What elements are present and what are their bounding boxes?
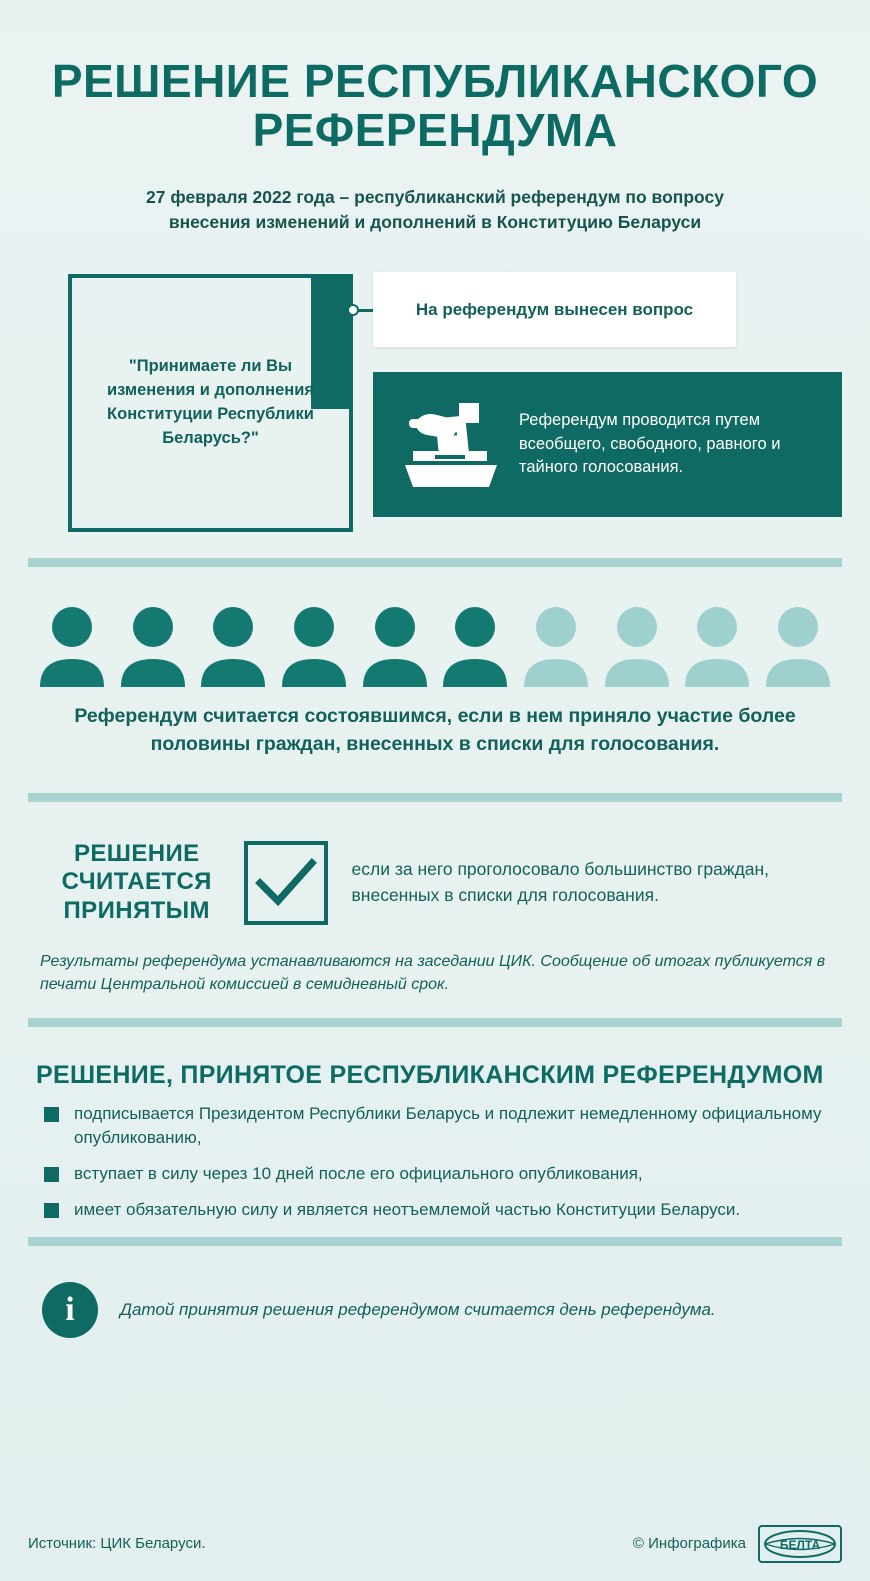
checkmark-icon xyxy=(244,841,328,925)
person-icon-empty xyxy=(681,605,753,687)
divider-2 xyxy=(28,793,842,802)
person-icon xyxy=(117,605,189,687)
belta-logo xyxy=(758,1525,842,1563)
credit-wrap xyxy=(633,1525,842,1563)
divider-1 xyxy=(28,558,842,567)
person-icon xyxy=(278,605,350,687)
person-icon xyxy=(197,605,269,687)
turnout-caption: Референдум считается состоявшимся, если в нем приняло участие более половины граждан, внесенных в списки для голосования. xyxy=(74,705,796,755)
bullet-square-icon xyxy=(44,1107,59,1122)
person-icon xyxy=(36,605,108,687)
info-text: Датой принятия решения референдумом считается день референдума. xyxy=(120,1300,716,1320)
voting-method-box xyxy=(373,372,842,517)
list-item xyxy=(44,1198,832,1222)
decision-title: РЕШЕНИЕ СЧИТАЕТСЯ ПРИНЯТЫМ xyxy=(61,839,212,925)
bullet-square-icon xyxy=(44,1203,59,1218)
voting-method-text: Референдум проводится путем всеобщего, свободного, равного и тайного голосования. xyxy=(519,411,781,477)
list-item xyxy=(44,1162,832,1186)
person-icon xyxy=(359,605,431,687)
callout-label: На референдум вынесен вопрос xyxy=(373,272,736,347)
infographic-page xyxy=(0,31,870,1581)
bullet-square-icon xyxy=(44,1167,59,1182)
page-subtitle: 27 февраля 2022 года – республиканский референдум по вопросу внесения изменений и дополнений в Конституцию Беларуси xyxy=(146,187,724,232)
footer xyxy=(28,1525,842,1563)
adopted-list xyxy=(28,1102,842,1221)
list-item-text: подписывается Президентом Республики Беларусь и подлежит немедленному официальному опубликованию, xyxy=(74,1104,822,1148)
divider-3 xyxy=(28,1018,842,1027)
person-icon xyxy=(439,605,511,687)
decision-note: Результаты референдума устанавливаются на заседании ЦИК. Сообщение об итогах публикуется в печати Центральной комиссией в семидневный срок. xyxy=(40,952,826,994)
adopted-heading: РЕШЕНИЕ, ПРИНЯТОЕ РЕСПУБЛИКАНСКИМ РЕФЕРЕНДУМОМ xyxy=(36,1061,824,1090)
decision-section xyxy=(28,818,842,932)
question-text: "Принимаете ли Вы изменения и дополнения Конституции Республики Беларусь?" xyxy=(106,357,315,448)
list-item-text: имеет обязательную силу и является неотъемлемой частью Конституции Беларуси. xyxy=(74,1199,741,1219)
person-icon-empty xyxy=(762,605,834,687)
list-item xyxy=(44,1102,832,1150)
svg-text:БЕЛТА: БЕЛТА xyxy=(779,1537,821,1552)
decision-text: если за него проголосовало большинство граждан, внесенных в списки для голосования. xyxy=(351,859,770,905)
ballot-box-icon xyxy=(391,395,511,495)
person-icon-empty xyxy=(601,605,673,687)
credit-label: © Инфографика xyxy=(632,1535,746,1553)
question-section xyxy=(28,262,842,542)
list-item-text: вступает в силу через 10 дней после его официального опубликования, xyxy=(74,1163,643,1183)
info-icon: i xyxy=(42,1282,98,1338)
connector-dot xyxy=(347,304,359,316)
person-icon-empty xyxy=(520,605,592,687)
source-label: Источник: ЦИК Беларуси. xyxy=(28,1535,206,1553)
divider-4 xyxy=(28,1237,842,1246)
turnout-people-row xyxy=(28,583,842,697)
page-title: РЕШЕНИЕ РЕСПУБЛИКАНСКОГО РЕФЕРЕНДУМА xyxy=(51,54,819,156)
info-section xyxy=(28,1262,842,1348)
